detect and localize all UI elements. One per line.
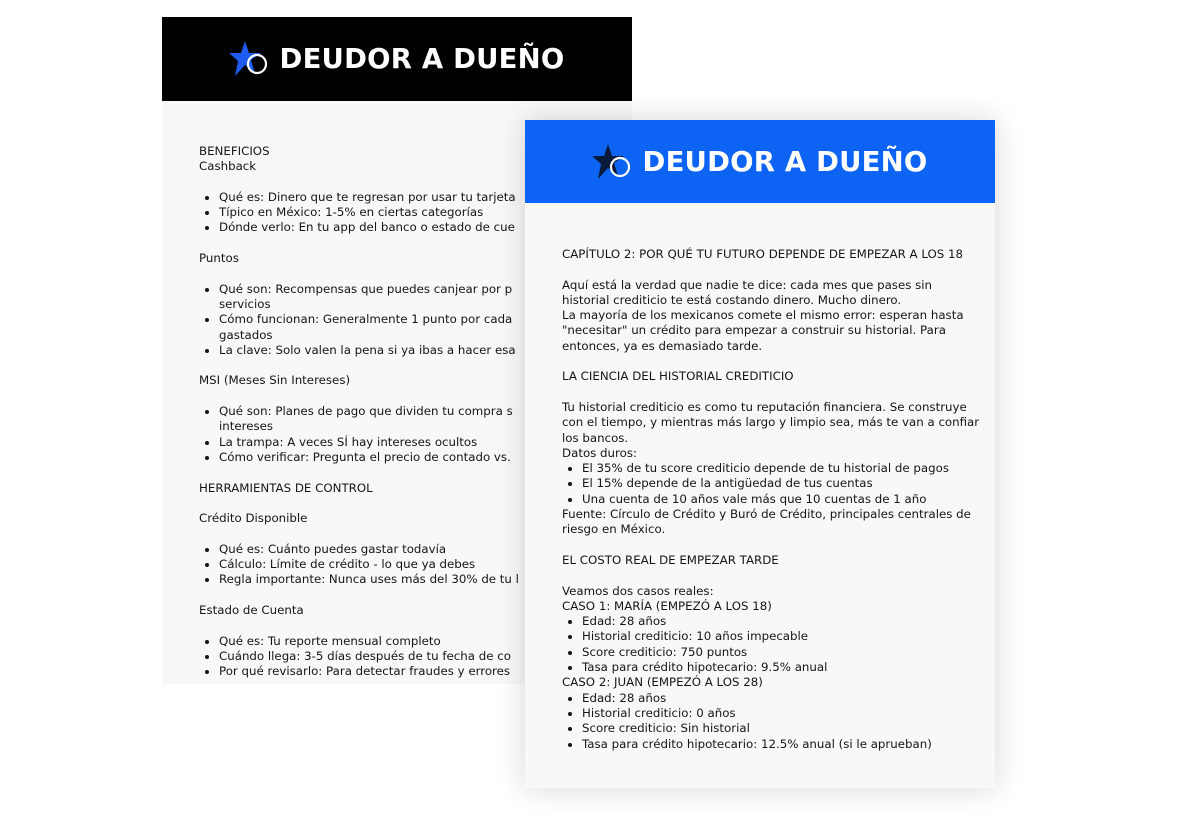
list-item: • Qué es: Cuánto puedes gastar todavía xyxy=(219,542,549,557)
subsection-heading: Crédito Disponible xyxy=(199,511,308,526)
list-item: • La trampa: A veces SÍ hay intereses ocultos xyxy=(219,435,549,450)
brand-banner-blue xyxy=(525,120,995,203)
list-item: • Una cuenta de 10 años vale más que 10 cuentas de 1 año xyxy=(582,492,982,507)
list-item: • La clave: Solo valen la pena si ya ibas a hacer esa xyxy=(219,343,549,358)
list-item: • Qué son: Planes de pago que dividen tu compra s intereses xyxy=(219,404,549,435)
section-title: BENEFICIOS xyxy=(199,144,270,158)
chapter-title: CAPÍTULO 2: POR QUÉ TU FUTURO DEPENDE DE EMPEZAR A LOS 18 xyxy=(562,247,964,261)
brand-title: DEUDOR A DUEÑO xyxy=(279,43,565,75)
paragraph: La mayoría de los mexicanos comete el mismo error: esperan hasta "necesitar" un crédito para empezar a construir su historial. Para entonces, ya es demasiado tarde. xyxy=(562,308,964,353)
list-item: • Tasa para crédito hipotecario: 12.5% anual (si le aprueban) xyxy=(582,737,982,752)
list-item: • Score crediticio: 750 puntos xyxy=(582,645,982,660)
section-title: EL COSTO REAL DE EMPEZAR TARDE xyxy=(562,552,779,567)
list-item: • Regla importante: Nunca uses más del 30% de tu l xyxy=(219,572,549,587)
subsection-heading: Cashback xyxy=(199,159,257,174)
puntos-list xyxy=(199,282,549,358)
list-item: • Dónde verlo: En tu app del banco o estado de cue xyxy=(219,220,549,235)
list-item: • Típico en México: 1-5% en ciertas categorías xyxy=(219,205,549,220)
list-item: • Qué son: Recompensas que puedes canjear por p servicios xyxy=(219,282,549,313)
list-item: • El 15% depende de la antigüedad de tus cuentas xyxy=(582,476,982,491)
list-item: • Score crediticio: Sin historial xyxy=(582,721,982,736)
section-title: HERRAMIENTAS DE CONTROL xyxy=(199,480,373,495)
subsection-heading: MSI (Meses Sin Intereses) xyxy=(199,373,351,388)
star-circle-logo-icon xyxy=(593,141,635,183)
case-title: CASO 2: JUAN (EMPEZÓ A LOS 28) xyxy=(562,675,763,690)
list-item: • Cómo verificar: Pregunta el precio de contado vs. xyxy=(219,450,549,465)
front-page-content xyxy=(562,247,982,752)
cashback-list xyxy=(199,190,549,236)
credito-list xyxy=(199,542,549,588)
list-item: • Tasa para crédito hipotecario: 9.5% anual xyxy=(582,660,982,675)
list-item: • Historial crediticio: 0 años xyxy=(582,706,982,721)
brand-banner-black xyxy=(162,17,632,101)
caso2-list xyxy=(562,691,982,752)
list-item: • Cómo funcionan: Generalmente 1 punto por cada gastados xyxy=(219,312,549,343)
document-page-front xyxy=(525,120,995,788)
paragraph: Aquí está la verdad que nadie te dice: cada mes que pases sin historial crediticio te está costando dinero. Mucho dinero. xyxy=(562,277,932,307)
list-item: • Edad: 28 años xyxy=(582,691,982,706)
datos-list xyxy=(562,461,982,507)
section-title: LA CIENCIA DEL HISTORIAL CREDITICIO xyxy=(562,369,794,384)
list-item: • Qué es: Tu reporte mensual completo xyxy=(219,634,549,649)
estado-list xyxy=(199,634,549,680)
caso1-list xyxy=(562,614,982,675)
paragraph: Fuente: Círculo de Crédito y Buró de Crédito, principales centrales de riesgo en México. xyxy=(562,507,971,537)
list-item: • Cuándo llega: 3-5 días después de tu fecha de co xyxy=(219,649,549,664)
list-item: • Edad: 28 años xyxy=(582,614,982,629)
back-page-content xyxy=(199,144,549,679)
brand-title: DEUDOR A DUEÑO xyxy=(642,145,928,178)
msi-list xyxy=(199,404,549,465)
list-item: • Cálculo: Límite de crédito - lo que ya debes xyxy=(219,557,549,572)
list-item: • Qué es: Dinero que te regresan por usar tu tarjeta xyxy=(219,190,549,205)
paragraph: Veamos dos casos reales: xyxy=(562,583,714,598)
list-item: • Historial crediticio: 10 años impecable xyxy=(582,629,982,644)
paragraph: Tu historial crediticio es como tu reputación financiera. Se construye con el tiempo, y mientras más largo y limpio sea, más te van a confiar los bancos. xyxy=(562,399,980,445)
list-item: • El 35% de tu score crediticio depende de tu historial de pagos xyxy=(582,461,982,476)
list-item: • Por qué revisarlo: Para detectar fraudes y errores xyxy=(219,664,549,679)
case-title: CASO 1: MARÍA (EMPEZÓ A LOS 18) xyxy=(562,598,772,613)
star-circle-logo-icon xyxy=(230,38,272,80)
subsection-heading: Puntos xyxy=(199,251,239,266)
paragraph: Datos duros: xyxy=(562,445,637,460)
subsection-heading: Estado de Cuenta xyxy=(199,602,304,617)
